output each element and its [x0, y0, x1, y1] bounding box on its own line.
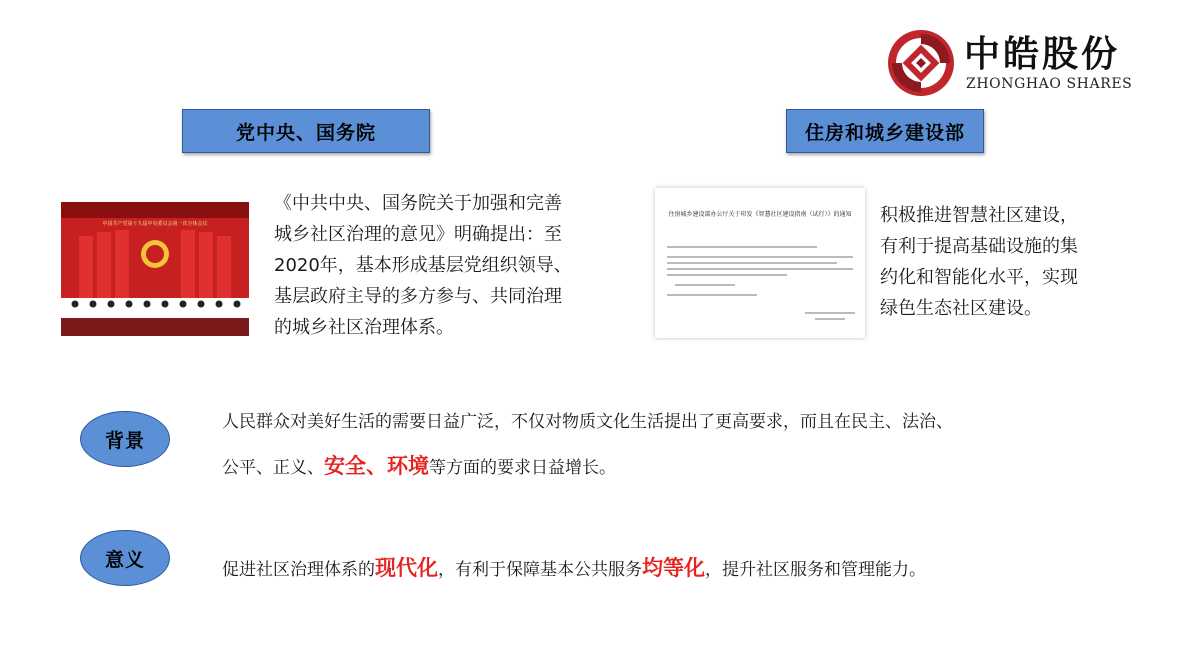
significance-text-post: ，提升社区服务和管理能力。	[705, 560, 926, 580]
significance-text-pre: 促进社区治理体系的	[222, 560, 375, 580]
central-government-text: 《中共中央、国务院关于加强和完善城乡社区治理的意见》明确提出：至2020年，基本形成基层党组织领导、基层政府主导的多方参与、共同治理的城乡社区治理体系。	[274, 193, 572, 338]
background-text-line1: 人民群众对美好生活的需要日益广泛，不仅对物质文化生活提出了更高要求，而且在民主、法治、	[222, 412, 953, 432]
background-text-line2	[222, 454, 616, 480]
notice-document-image	[655, 188, 865, 338]
significance-label: 意义	[80, 530, 170, 586]
significance-text	[222, 556, 926, 582]
equalization-highlight: 均等化	[642, 556, 705, 580]
background-text-pre: 公平、正义、	[222, 458, 324, 478]
plenary-session-photo	[61, 202, 249, 336]
company-logo	[886, 28, 1156, 98]
document-title: 住房城乡建设部办公厅关于印发《智慧社区建设指南（试行）》的通知	[668, 211, 852, 218]
significance-text-mid: ，有利于保障基本公共服务	[438, 560, 642, 580]
background-text-post: 等方面的要求日益增长。	[429, 458, 616, 478]
zhonghao-logo-icon	[886, 28, 956, 98]
central-government-header: 党中央、国务院	[182, 109, 430, 153]
safety-environment-highlight: 安全、环境	[324, 454, 429, 478]
photo-banner-text: 中国共产党第十九届中央委员会第一次全体会议	[102, 221, 208, 227]
modernization-highlight: 现代化	[375, 556, 438, 580]
housing-ministry-text: 积极推进智慧社区建设，有利于提高基础设施的集约化和智能化水平，实现绿色生态社区建设。	[880, 205, 1078, 319]
logo-english-name: ZHONGHAO SHARES	[966, 76, 1133, 92]
logo-chinese-name: 中皓股份	[964, 33, 1121, 75]
background-label: 背景	[80, 411, 170, 467]
housing-ministry-header: 住房和城乡建设部	[786, 109, 984, 153]
